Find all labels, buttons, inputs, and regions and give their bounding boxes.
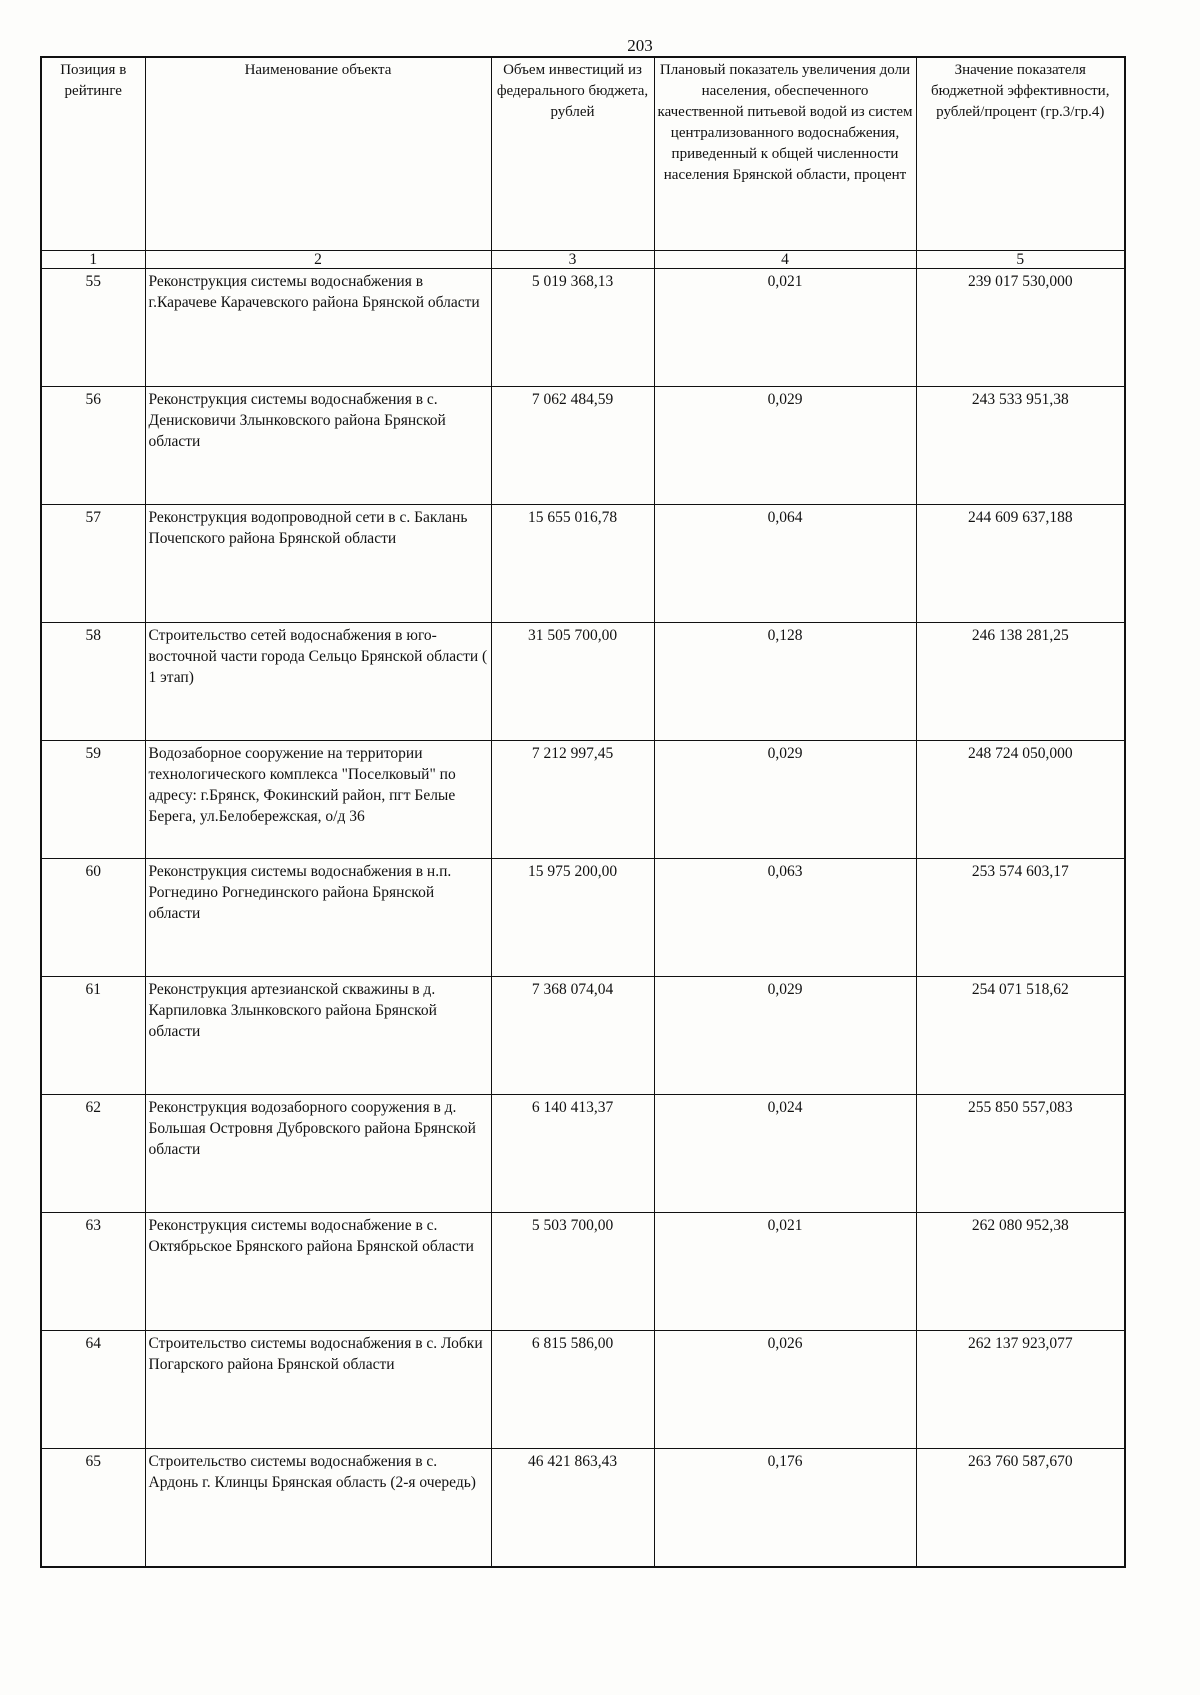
cell-investment: 6 140 413,37 <box>491 1095 654 1213</box>
cell-position: 64 <box>41 1331 145 1449</box>
cell-object-name: Строительство системы водоснабжения в с. Лобки Погарского района Брянской области <box>145 1331 491 1449</box>
cell-efficiency: 243 533 951,38 <box>916 387 1125 505</box>
cell-efficiency: 263 760 587,670 <box>916 1449 1125 1568</box>
table-row <box>41 1213 1125 1331</box>
cell-indicator: 0,021 <box>654 269 916 387</box>
cell-object-name: Реконструкция системы водоснабжения в н.п. Рогнедино Рогнединского района Брянской области <box>145 859 491 977</box>
table-row <box>41 387 1125 505</box>
cell-object-name: Водозаборное сооружение на территории технологического комплекса "Поселковый" по адресу: г.Брянск, Фокинский район, пгт Белые Берега, ул.Белобережская, о/д 36 <box>145 741 491 859</box>
cell-efficiency: 244 609 637,188 <box>916 505 1125 623</box>
cell-indicator: 0,026 <box>654 1331 916 1449</box>
cell-position: 61 <box>41 977 145 1095</box>
cell-indicator: 0,029 <box>654 741 916 859</box>
table-row <box>41 741 1125 859</box>
cell-investment: 31 505 700,00 <box>491 623 654 741</box>
cell-investment: 15 975 200,00 <box>491 859 654 977</box>
cell-indicator: 0,176 <box>654 1449 916 1568</box>
cell-indicator: 0,063 <box>654 859 916 977</box>
cell-efficiency: 262 137 923,077 <box>916 1331 1125 1449</box>
cell-object-name: Реконструкция системы водоснабжения в г.Карачеве Карачевского района Брянской области <box>145 269 491 387</box>
cell-object-name: Строительство системы водоснабжения в с. Ардонь г. Клинцы Брянская область (2-я очередь) <box>145 1449 491 1568</box>
cell-indicator: 0,021 <box>654 1213 916 1331</box>
table-row <box>41 977 1125 1095</box>
cell-object-name: Строительство сетей водоснабжения в юго-восточной части города Сельцо Брянской области ( 1 этап) <box>145 623 491 741</box>
table-row <box>41 623 1125 741</box>
cell-efficiency: 246 138 281,25 <box>916 623 1125 741</box>
table-row <box>41 1331 1125 1449</box>
column-number-row <box>41 251 1125 269</box>
cell-indicator: 0,029 <box>654 387 916 505</box>
cell-investment: 5 503 700,00 <box>491 1213 654 1331</box>
header-efficiency: Значение показателя бюджетной эффективности, рублей/процент (гр.3/гр.4) <box>916 57 1125 251</box>
cell-indicator: 0,128 <box>654 623 916 741</box>
cell-position: 59 <box>41 741 145 859</box>
cell-position: 57 <box>41 505 145 623</box>
column-number: 5 <box>916 251 1125 269</box>
header-object-name: Наименование объекта <box>145 57 491 251</box>
header-investment: Объем инвестиций из федерального бюджета, рублей <box>491 57 654 251</box>
cell-investment: 7 062 484,59 <box>491 387 654 505</box>
column-number: 2 <box>145 251 491 269</box>
table-row <box>41 859 1125 977</box>
cell-position: 55 <box>41 269 145 387</box>
table-row <box>41 1095 1125 1213</box>
cell-efficiency: 248 724 050,000 <box>916 741 1125 859</box>
cell-investment: 6 815 586,00 <box>491 1331 654 1449</box>
cell-object-name: Реконструкция системы водоснабжение в с. Октябрьское Брянского района Брянской области <box>145 1213 491 1331</box>
cell-indicator: 0,064 <box>654 505 916 623</box>
cell-position: 65 <box>41 1449 145 1568</box>
table-row <box>41 1449 1125 1568</box>
cell-investment: 15 655 016,78 <box>491 505 654 623</box>
header-indicator: Плановый показатель увеличения доли населения, обеспеченного качественной питьевой водой из систем централизованного водоснабжения, приведенный к общей численности населения Брянской области, процент <box>654 57 916 251</box>
table-row <box>41 269 1125 387</box>
cell-position: 60 <box>41 859 145 977</box>
cell-efficiency: 254 071 518,62 <box>916 977 1125 1095</box>
column-number: 3 <box>491 251 654 269</box>
table-header-row <box>41 57 1125 251</box>
cell-indicator: 0,029 <box>654 977 916 1095</box>
rating-table <box>40 56 1126 1568</box>
cell-investment: 7 212 997,45 <box>491 741 654 859</box>
table-row <box>41 505 1125 623</box>
cell-investment: 5 019 368,13 <box>491 269 654 387</box>
cell-object-name: Реконструкция системы водоснабжения в с. Денисковичи Злынковского района Брянской области <box>145 387 491 505</box>
cell-position: 63 <box>41 1213 145 1331</box>
page-number: 203 <box>627 36 653 55</box>
cell-position: 62 <box>41 1095 145 1213</box>
cell-efficiency: 253 574 603,17 <box>916 859 1125 977</box>
cell-object-name: Реконструкция артезианской скважины в д. Карпиловка Злынковского района Брянской области <box>145 977 491 1095</box>
cell-position: 58 <box>41 623 145 741</box>
column-number: 4 <box>654 251 916 269</box>
cell-efficiency: 262 080 952,38 <box>916 1213 1125 1331</box>
cell-investment: 7 368 074,04 <box>491 977 654 1095</box>
header-position: Позиция в рейтинге <box>41 57 145 251</box>
cell-object-name: Реконструкция водозаборного сооружения в д. Большая Островня Дубровского района Брянской области <box>145 1095 491 1213</box>
cell-indicator: 0,024 <box>654 1095 916 1213</box>
cell-efficiency: 255 850 557,083 <box>916 1095 1125 1213</box>
cell-efficiency: 239 017 530,000 <box>916 269 1125 387</box>
cell-object-name: Реконструкция водопроводной сети в с. Баклань Почепского района Брянской области <box>145 505 491 623</box>
cell-investment: 46 421 863,43 <box>491 1449 654 1568</box>
cell-position: 56 <box>41 387 145 505</box>
column-number: 1 <box>41 251 145 269</box>
